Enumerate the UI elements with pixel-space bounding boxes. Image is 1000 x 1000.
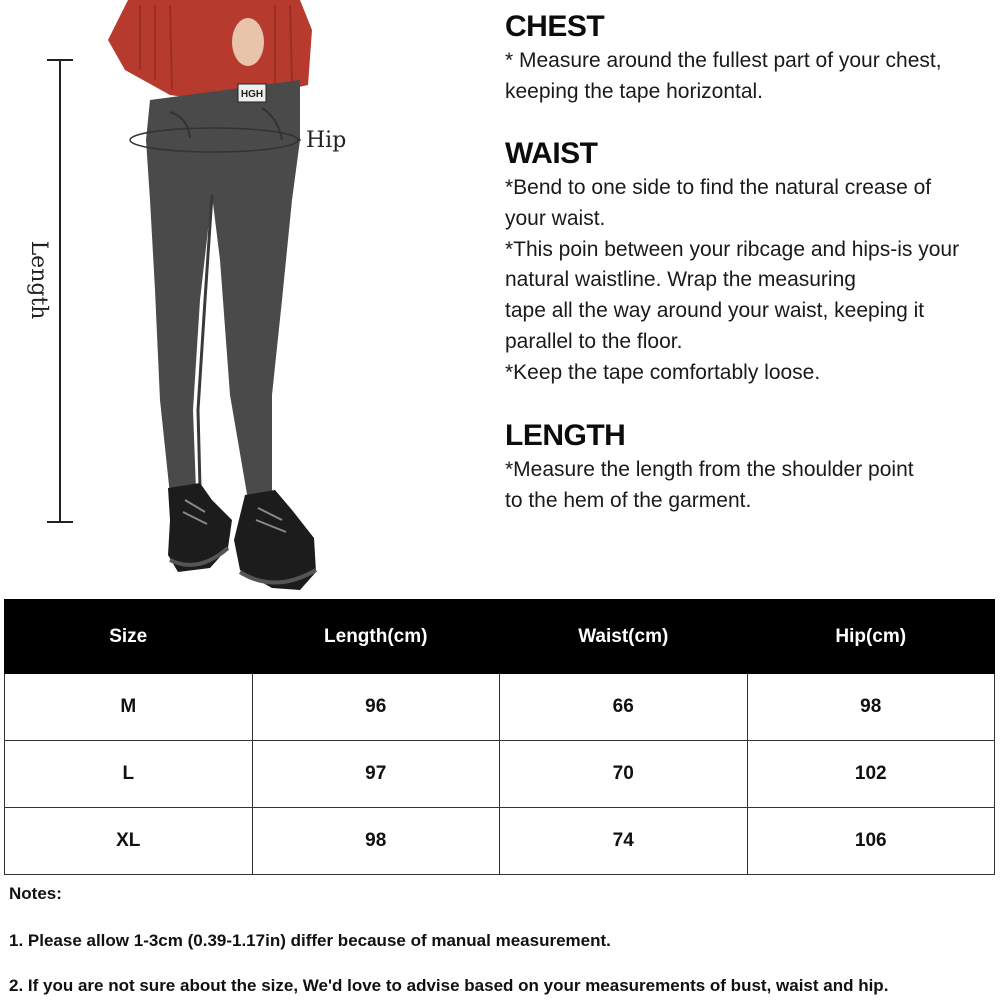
table-row — [5, 741, 995, 808]
waist-line: *Bend to one side to find the natural crease of — [505, 176, 932, 199]
cell-length: 96 — [252, 674, 500, 741]
waist-title: WAIST — [505, 137, 598, 170]
cell-size: L — [5, 741, 253, 808]
header-size: Size — [5, 600, 253, 674]
waist-line: your waist. — [505, 206, 606, 230]
length-line-text: *Measure the length from the shoulder point — [505, 458, 914, 481]
measurement-figure-icon — [108, 0, 316, 590]
cell-waist: 74 — [500, 808, 748, 875]
waist-line: natural waistline. Wrap the measuring — [505, 268, 856, 292]
cell-hip: 98 — [747, 674, 995, 741]
length-section — [505, 417, 914, 517]
leggings-shape — [146, 80, 300, 500]
chest-section — [505, 8, 942, 108]
cell-hip: 106 — [747, 808, 995, 875]
cell-waist: 70 — [500, 741, 748, 808]
length-label: Length — [26, 240, 51, 320]
cell-waist: 66 — [500, 674, 748, 741]
waist-line: tape all the way around your waist, keeping it — [505, 299, 925, 323]
waist-section — [505, 135, 959, 389]
header-waist: Waist(cm) — [500, 600, 748, 674]
table-header-row — [5, 600, 995, 674]
cell-length: 98 — [252, 808, 500, 875]
model-figure — [0, 0, 347, 600]
table-row — [5, 674, 995, 741]
hands-shape — [232, 18, 264, 66]
note-item: 2. If you are not sure about the size, We'd love to advise based on your measurements of bust, waist and hip. — [9, 976, 889, 995]
table-row — [5, 808, 995, 875]
waist-line: *Keep the tape comfortably loose. — [505, 360, 821, 384]
cell-size: M — [5, 674, 253, 741]
shoe-left — [168, 483, 232, 572]
hip-label: Hip — [306, 128, 347, 153]
header-length: Length(cm) — [252, 600, 500, 674]
chest-title: CHEST — [505, 10, 605, 43]
length-line-text: to the hem of the garment. — [505, 488, 752, 512]
waist-line: parallel to the floor. — [505, 329, 683, 353]
cell-length: 97 — [252, 741, 500, 808]
chest-line: keeping the tape horizontal. — [505, 79, 764, 103]
waist-line: *This poin between your ribcage and hips-is your — [505, 237, 960, 261]
size-table — [4, 599, 995, 875]
notes-heading: Notes: — [9, 884, 62, 903]
header-hip: Hip(cm) — [747, 600, 995, 674]
length-title: LENGTH — [505, 419, 626, 452]
chest-line: * Measure around the fullest part of your chest, — [505, 49, 942, 72]
note-item: 1. Please allow 1-3cm (0.39-1.17in) differ because of manual measurement. — [9, 931, 611, 950]
cell-hip: 102 — [747, 741, 995, 808]
cell-size: XL — [5, 808, 253, 875]
svg-text:HGH: HGH — [240, 89, 264, 100]
